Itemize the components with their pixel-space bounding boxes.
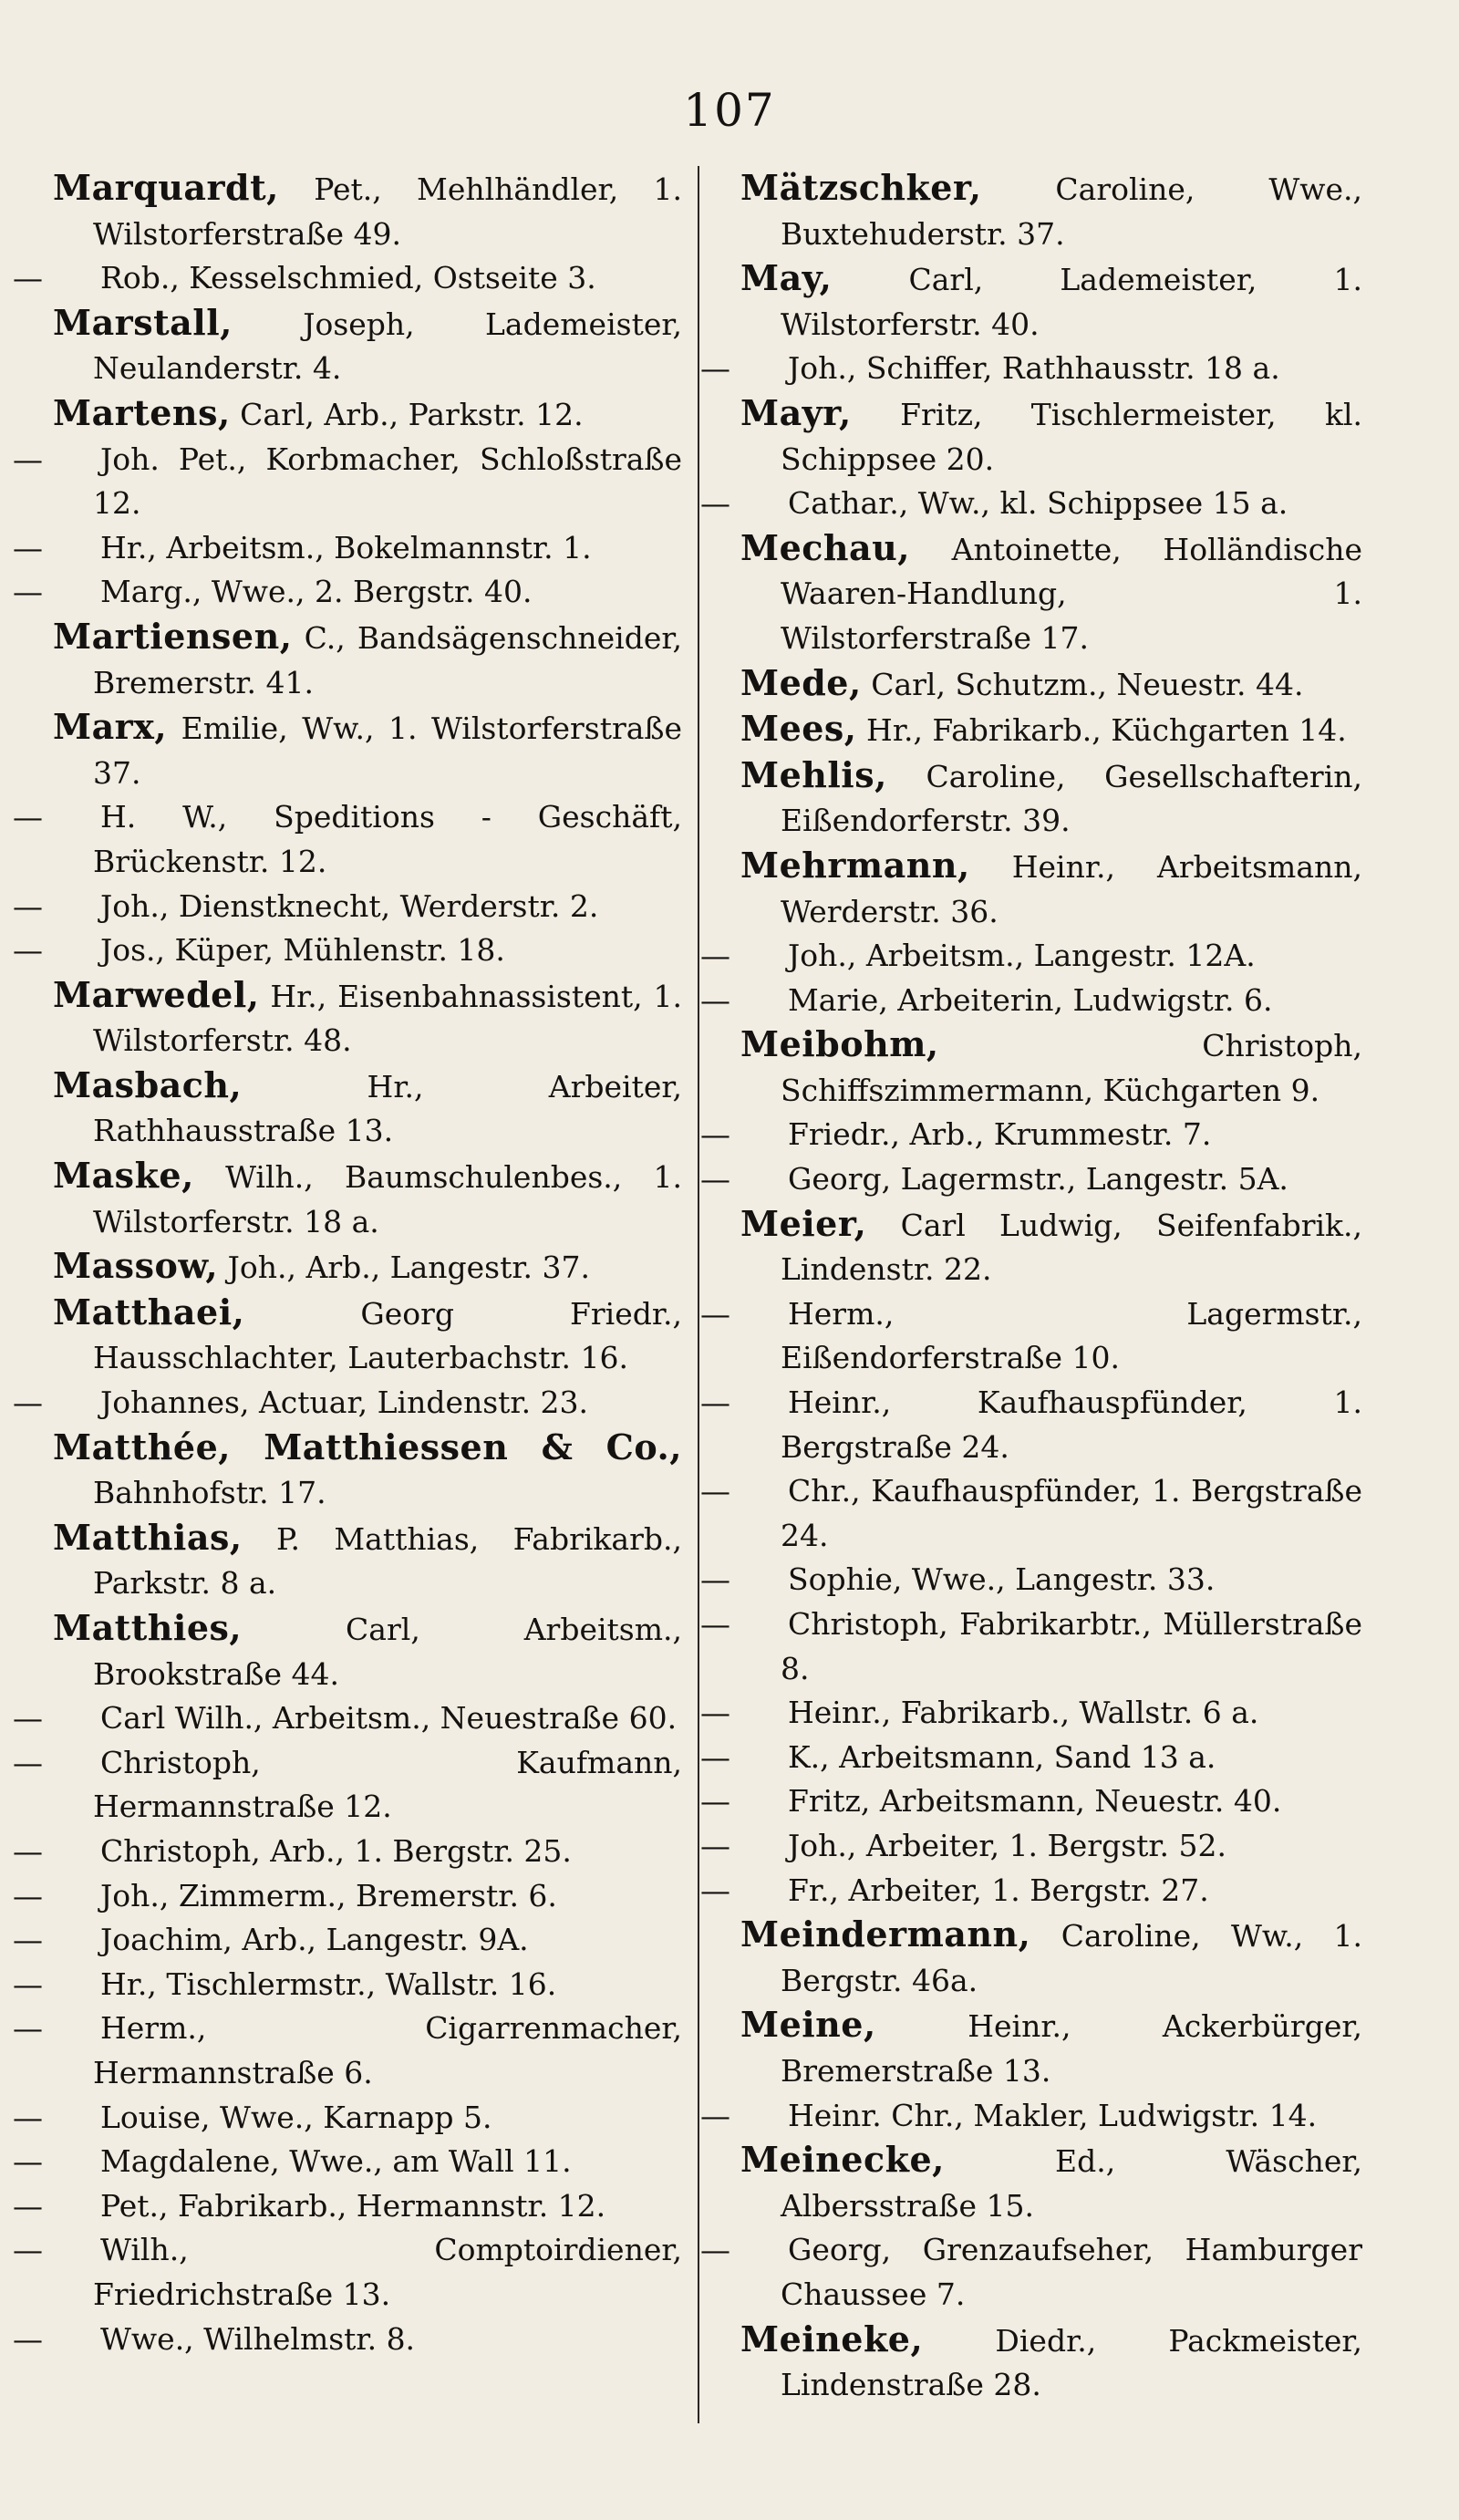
directory-entry <box>740 2318 1362 2408</box>
ditto-dash: — <box>700 938 730 974</box>
ditto-dash: — <box>13 2320 43 2357</box>
entry-details: Christoph, Schiffszimmermann, Küchgarten 9. <box>781 1028 1362 1108</box>
ditto-dash: — <box>13 2143 43 2180</box>
column-divider <box>698 166 699 2423</box>
entry-details: Carl, Arbeitsm., Brookstraße 44. <box>93 1612 682 1692</box>
entry-surname: Mehrmann, <box>740 844 970 886</box>
ditto-dash: — <box>13 1922 43 1958</box>
directory-subentry <box>13 1696 682 1741</box>
entry-details: Joseph, Lademeister, Neulanderstr. 4. <box>93 306 682 387</box>
entry-surname: Matthias, <box>53 1516 243 1558</box>
entry-details: Pet., Mehlhändler, 1. Wilstorferstraße 49. <box>93 171 682 252</box>
entry-details: Georg, Lagermstr., Langestr. 5A. <box>788 1161 1288 1198</box>
ditto-dash: — <box>13 1700 43 1737</box>
directory-subentry <box>13 570 682 615</box>
directory-subentry <box>13 526 682 571</box>
entry-details: Jos., Küper, Mühlenstr. 18. <box>100 932 505 969</box>
entry-details: Caroline, Gesellschafterin, Eißendorferstr. 39. <box>781 758 1362 839</box>
directory-subentry <box>700 979 1362 1023</box>
entry-details: Heinr., Kaufhauspfünder, 1. Bergstraße 24. <box>781 1384 1362 1465</box>
entry-surname: Maske, <box>53 1155 194 1197</box>
entry-details: Chr., Kaufhauspfünder, 1. Bergstraße 24. <box>781 1473 1362 1553</box>
entry-details: Johannes, Actuar, Lindenstr. 23. <box>100 1384 589 1421</box>
directory-subentry <box>13 1874 682 1919</box>
directory-subentry <box>700 482 1362 526</box>
ditto-dash: — <box>700 1116 730 1153</box>
entry-details: Sophie, Wwe., Langestr. 33. <box>788 1561 1216 1598</box>
directory-subentry <box>700 1292 1362 1381</box>
entry-surname: Meindermann, <box>740 1913 1031 1955</box>
entry-details: C., Bandsägenschneider, Bremerstr. 41. <box>93 619 682 700</box>
entry-details: Marie, Arbeiterin, Ludwigstr. 6. <box>788 981 1273 1018</box>
entry-surname: Martiensen, <box>53 615 293 657</box>
entry-details: Carl, Arb., Parkstr. 12. <box>230 396 584 432</box>
entry-details: Carl, Schutzm., Neuestr. 44. <box>861 666 1304 702</box>
entry-details: Fritz, Tischlermeister, kl. Schippsee 20. <box>781 396 1362 477</box>
entry-details: Marg., Wwe., 2. Bergstr. 40. <box>100 574 533 610</box>
entry-details: Diedr., Packmeister, Lindenstraße 28. <box>781 2322 1362 2403</box>
ditto-dash: — <box>700 1161 730 1198</box>
ditto-dash: — <box>13 799 43 835</box>
entry-details: Hr., Arbeiter, Rathhausstraße 13. <box>93 1068 682 1149</box>
entry-details: Bahnhofstr. 17. <box>93 1475 326 1511</box>
entry-details: Herm., Lagermstr., Eißendorferstraße 10. <box>781 1295 1362 1376</box>
ditto-dash: — <box>700 1295 730 1332</box>
directory-subentry <box>700 934 1362 979</box>
ditto-dash: — <box>13 441 43 477</box>
ditto-dash: — <box>13 2099 43 2135</box>
directory-entry <box>53 1154 682 1244</box>
entry-details: Joh., Dienstknecht, Werderstr. 2. <box>100 887 599 924</box>
directory-entry <box>53 301 682 391</box>
entry-details: Fritz, Arbeitsmann, Neuestr. 40. <box>788 1783 1282 1820</box>
ditto-dash: — <box>13 887 43 924</box>
entry-details: Heinr., Fabrikarb., Wallstr. 6 a. <box>788 1695 1259 1731</box>
entry-details: Magdalene, Wwe., am Wall 11. <box>100 2143 572 2180</box>
ditto-dash: — <box>700 1561 730 1598</box>
entry-details: Pet., Fabrikarb., Hermannstr. 12. <box>100 2187 606 2224</box>
ditto-dash: — <box>13 1877 43 1913</box>
directory-entry <box>53 1291 682 1381</box>
directory-subentry <box>700 1869 1362 1913</box>
entry-surname: Mechau, <box>740 526 910 568</box>
directory-entry <box>740 1202 1362 1292</box>
entry-details: Fr., Arbeiter, 1. Bergstr. 27. <box>788 1872 1209 1908</box>
entry-details: Christoph, Kaufmann, Hermannstraße 12. <box>93 1744 682 1825</box>
directory-subentry <box>700 347 1362 391</box>
directory-subentry <box>13 1741 682 1830</box>
directory-entry <box>740 526 1362 661</box>
entry-surname: Matthies, <box>53 1607 243 1648</box>
directory-subentry <box>700 1381 1362 1469</box>
directory-subentry <box>700 1558 1362 1602</box>
ditto-dash: — <box>700 485 730 522</box>
directory-entry <box>740 1913 1362 2003</box>
column-right <box>700 166 1362 2408</box>
entry-details: Heinr., Arbeitsmann, Werderstr. 36. <box>781 848 1362 929</box>
ditto-dash: — <box>700 1738 730 1775</box>
entry-details: Herm., Cigarrenmacher, Hermannstraße 6. <box>93 2010 682 2090</box>
entry-surname: Meineke, <box>740 2318 924 2359</box>
entry-details: Hr., Fabrikarb., Küchgarten 14. <box>856 712 1347 749</box>
directory-subentry <box>13 2140 682 2184</box>
directory-subentry <box>13 2096 682 2141</box>
entry-details: Hr., Arbeitsm., Bokelmannstr. 1. <box>100 529 592 565</box>
column-left <box>13 166 682 2361</box>
ditto-dash: — <box>13 1384 43 1421</box>
directory-entry <box>740 256 1362 347</box>
entry-details: Friedr., Arb., Krummestr. 7. <box>788 1116 1212 1153</box>
entry-details: Carl Ludwig, Seifenfabrik., Lindenstr. 22. <box>781 1207 1362 1288</box>
directory-entry <box>740 2138 1362 2228</box>
directory-entry <box>740 707 1362 753</box>
directory-subentry <box>13 2318 682 2362</box>
entry-details: Carl Wilh., Arbeitsm., Neuestraße 60. <box>100 1700 678 1737</box>
entry-details: Wwe., Wilhelmstr. 8. <box>100 2320 416 2357</box>
directory-entry <box>53 1606 682 1696</box>
directory-entry <box>53 1244 682 1291</box>
entry-details: Hr., Tischlermstr., Wallstr. 16. <box>100 1965 557 2002</box>
directory-entry <box>740 1022 1362 1113</box>
ditto-dash: — <box>13 574 43 610</box>
directory-entry <box>53 1516 682 1606</box>
ditto-dash: — <box>13 2187 43 2224</box>
entry-details: Joh., Arbeiter, 1. Bergstr. 52. <box>788 1827 1227 1863</box>
ditto-dash: — <box>13 1744 43 1780</box>
ditto-dash: — <box>13 1965 43 2002</box>
entry-details: Antoinette, Holländische Waaren-Handlung, 1. Wilstorferstraße 17. <box>781 531 1362 656</box>
ditto-dash: — <box>700 1606 730 1642</box>
directory-subentry <box>13 2184 682 2229</box>
ditto-dash: — <box>700 981 730 1018</box>
entry-surname: Masbach, <box>53 1063 243 1105</box>
entry-details: Wilh., Baumschulenbes., 1. Wilstorferstr. 18 a. <box>93 1159 682 1239</box>
directory-subentry <box>700 2094 1362 2139</box>
entry-details: Christoph, Fabrikarbtr., Müllerstraße 8. <box>781 1606 1362 1686</box>
entry-details: K., Arbeitsmann, Sand 13 a. <box>788 1738 1216 1775</box>
directory-entry <box>53 615 682 705</box>
directory-subentry <box>700 1736 1362 1780</box>
entry-details: Georg, Grenzaufseher, Hamburger Chaussee 7. <box>781 2232 1362 2312</box>
entry-surname: Meibohm, <box>740 1023 939 1065</box>
directory-entry <box>740 844 1362 934</box>
directory-subentry <box>13 795 682 884</box>
entry-details: Louise, Wwe., Karnapp 5. <box>100 2099 492 2135</box>
directory-subentry <box>13 256 682 301</box>
directory-entry <box>740 2003 1362 2093</box>
entry-surname: Martens, <box>53 391 231 433</box>
directory-subentry <box>700 1691 1362 1736</box>
directory-entry <box>53 1063 682 1154</box>
entry-details: Caroline, Wwe., Buxtehuderstr. 37. <box>781 171 1362 252</box>
ditto-dash: — <box>13 2232 43 2268</box>
ditto-dash: — <box>700 1384 730 1421</box>
entry-details: Joh., Schiffer, Rathhausstr. 18 a. <box>788 350 1280 387</box>
directory-subentry <box>13 438 682 526</box>
entry-details: Christoph, Arb., 1. Bergstr. 25. <box>100 1832 572 1869</box>
directory-entry <box>53 1426 682 1516</box>
entry-surname: Mätzschker, <box>740 167 982 208</box>
entry-surname: Matthaei, <box>53 1291 245 1333</box>
entry-surname: Mehlis, <box>740 753 887 795</box>
directory-subentry <box>13 1830 682 1874</box>
directory-subentry <box>700 1157 1362 1202</box>
entry-surname: Mayr, <box>740 391 852 433</box>
directory-subentry <box>700 1469 1362 1558</box>
entry-details: Carl, Lademeister, 1. Wilstorferstr. 40. <box>781 262 1362 342</box>
entry-details: Ed., Wäscher, Albersstraße 15. <box>781 2143 1362 2224</box>
entry-details: Emilie, Ww., 1. Wilstorferstraße 37. <box>93 710 682 791</box>
directory-subentry <box>700 1113 1362 1157</box>
entry-details: Hr., Eisenbahnassistent, 1. Wilstorferstr. 48. <box>93 978 682 1059</box>
entry-details: P. Matthias, Fabrikarb., Parkstr. 8 a. <box>93 1520 682 1602</box>
entry-details: Georg Friedr., Hausschlachter, Lauterbachstr. 16. <box>93 1295 682 1376</box>
ditto-dash: — <box>700 1872 730 1908</box>
entry-surname: Mees, <box>740 708 857 750</box>
directory-subentry <box>13 928 682 973</box>
directory-entry <box>740 661 1362 708</box>
directory-entry <box>53 166 682 256</box>
entry-details: Joh., Zimmerm., Bremerstr. 6. <box>100 1877 557 1913</box>
entry-surname: Marquardt, <box>53 167 279 208</box>
entry-details: Joachim, Arb., Langestr. 9A. <box>100 1922 529 1958</box>
ditto-dash: — <box>13 1832 43 1869</box>
ditto-dash: — <box>700 1695 730 1731</box>
directory-subentry <box>13 1963 682 2007</box>
directory-entry <box>53 391 682 438</box>
ditto-dash: — <box>700 350 730 387</box>
entry-details: Joh. Pet., Korbmacher, Schloßstraße 12. <box>93 441 682 522</box>
entry-surname: Marstall, <box>53 301 233 343</box>
directory-entry <box>53 705 682 795</box>
entry-surname: Marwedel, <box>53 973 260 1015</box>
entry-surname: Meier, <box>740 1202 867 1244</box>
entry-details: Cathar., Ww., kl. Schippsee 15 a. <box>788 485 1288 522</box>
directory-subentry <box>700 1602 1362 1691</box>
ditto-dash: — <box>700 1827 730 1863</box>
entry-details: Heinr. Chr., Makler, Ludwigstr. 14. <box>788 2097 1318 2133</box>
entry-details: Rob., Kesselschmied, Ostseite 3. <box>100 260 596 296</box>
directory-subentry <box>13 1381 682 1426</box>
entry-details: Heinr., Ackerbürger, Bremerstraße 13. <box>781 2008 1362 2089</box>
entry-surname: Mede, <box>740 661 862 703</box>
ditto-dash: — <box>700 2097 730 2133</box>
directory-subentry <box>13 1918 682 1963</box>
directory-entry <box>740 391 1362 482</box>
directory-entry <box>740 166 1362 256</box>
entry-surname: Matthée, Matthiessen & Co., <box>53 1426 682 1467</box>
page-number: 107 <box>683 84 776 137</box>
entry-details: Joh., Arbeitsm., Langestr. 12A. <box>788 938 1256 974</box>
directory-subentry <box>700 1779 1362 1824</box>
entry-details: H. W., Speditions - Geschäft, Brückenstr. 12. <box>93 799 682 879</box>
entry-details: Joh., Arb., Langestr. 37. <box>218 1250 590 1286</box>
directory-subentry <box>13 2007 682 2095</box>
directory-subentry <box>13 885 682 929</box>
ditto-dash: — <box>700 2232 730 2268</box>
entry-surname: Meine, <box>740 2004 876 2046</box>
entry-surname: May, <box>740 257 833 299</box>
directory-subentry <box>13 2228 682 2317</box>
directory-entry <box>740 753 1362 844</box>
directory-entry <box>53 973 682 1063</box>
directory-subentry <box>700 1824 1362 1869</box>
entry-details: Wilh., Comptoirdiener, Friedrichstraße 13. <box>93 2232 682 2312</box>
entry-surname: Massow, <box>53 1245 219 1287</box>
ditto-dash: — <box>13 2010 43 2047</box>
ditto-dash: — <box>13 932 43 969</box>
entry-surname: Meinecke, <box>740 2139 945 2181</box>
ditto-dash: — <box>13 260 43 296</box>
ditto-dash: — <box>700 1783 730 1820</box>
ditto-dash: — <box>13 529 43 565</box>
entry-surname: Marx, <box>53 706 168 748</box>
entry-details: Caroline, Ww., 1. Bergstr. 46a. <box>781 1918 1362 1998</box>
directory-subentry <box>700 2228 1362 2317</box>
ditto-dash: — <box>700 1473 730 1509</box>
